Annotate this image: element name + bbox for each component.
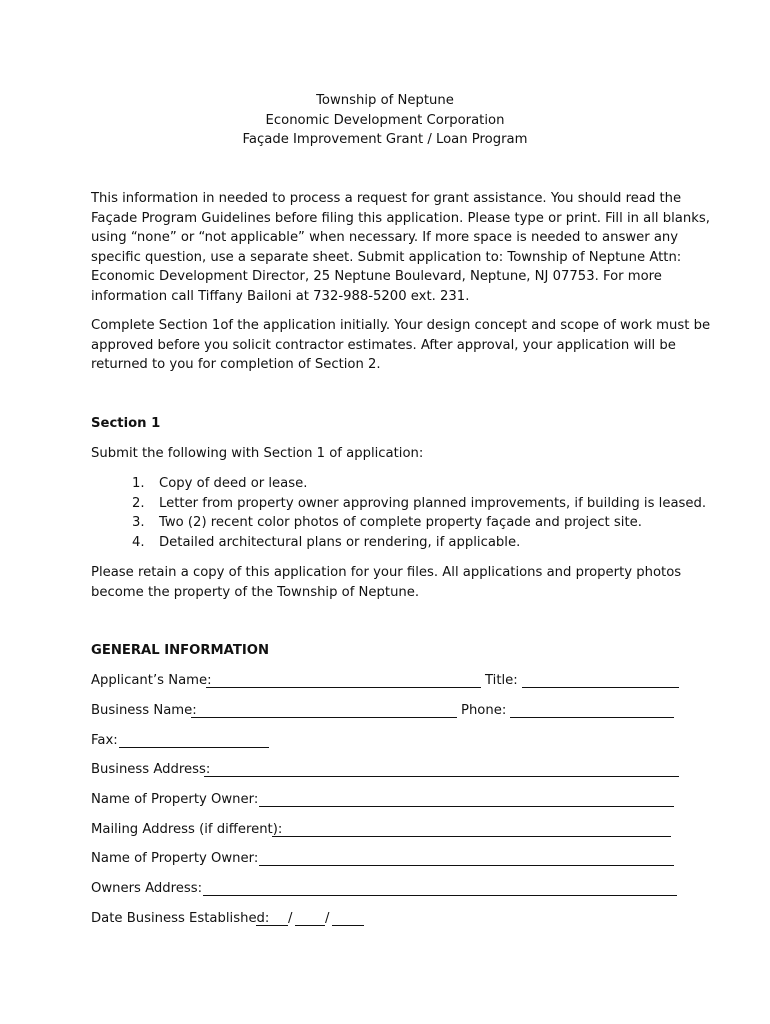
owners-address-label: Owners Address: bbox=[91, 881, 203, 896]
date-established-label: Date Business Established: bbox=[91, 911, 270, 926]
list-item: 2. Letter from property owner approving planned improvements, if building is leased. bbox=[132, 495, 707, 511]
list-item: 3. Two (2) recent color photos of complete property façade and project site. bbox=[132, 515, 642, 530]
title-label: Title: bbox=[485, 673, 518, 688]
property-owner-field-2[interactable] bbox=[259, 849, 674, 866]
date-separator: / bbox=[325, 911, 330, 926]
property-owner-label-2: Name of Property Owner: bbox=[91, 851, 259, 866]
business-address-label: Business Address: bbox=[91, 762, 211, 777]
business-name-label: Business Name: bbox=[91, 703, 197, 718]
applicant-name-field[interactable] bbox=[206, 671, 481, 688]
fax-field[interactable] bbox=[119, 731, 269, 748]
business-address-field[interactable] bbox=[204, 760, 679, 777]
list-item: 4. Detailed architectural plans or rendering, if applicable. bbox=[132, 534, 521, 550]
date-separator: / bbox=[288, 911, 293, 926]
section1-heading: Section 1 bbox=[91, 416, 161, 431]
phone-field[interactable] bbox=[510, 701, 674, 718]
retain-paragraph: Please retain a copy of this application for your files. All applications and property photos become the property of the Township of Neptune. bbox=[91, 565, 682, 600]
applicant-name-label: Applicant’s Name: bbox=[91, 673, 212, 688]
section1-list bbox=[132, 474, 707, 554]
fax-label: Fax: bbox=[91, 733, 118, 748]
header-program: Façade Improvement Grant / Loan Program bbox=[242, 132, 528, 147]
header-township: Township of Neptune bbox=[316, 93, 454, 108]
date-year-field[interactable] bbox=[332, 909, 364, 926]
business-name-field[interactable] bbox=[191, 701, 457, 718]
section1-intro: Submit the following with Section 1 of application: bbox=[91, 446, 424, 461]
date-day-field[interactable] bbox=[295, 909, 325, 926]
title-field[interactable] bbox=[522, 671, 679, 688]
intro-paragraph: This information in needed to process a request for grant assistance. You should read the Façade Program Guidelines before filing this application. Please type or print. Fill in all blanks, using “none” or “not applicable” when necessary. If more space is needed to answer any specific question, use a separate sheet. Submit application to: Township of Neptune Attn: Economic Development Director, 25 Neptune Boulevard, Neptune, NJ 07753. For more information call Tiffany Bailoni at 732-988-5200 ext. 231. bbox=[91, 191, 710, 304]
phone-label: Phone: bbox=[461, 703, 507, 718]
header-corporation: Economic Development Corporation bbox=[265, 113, 505, 128]
date-month-field[interactable] bbox=[256, 909, 288, 926]
mailing-address-label: Mailing Address (if different): bbox=[91, 822, 283, 837]
mailing-address-field[interactable] bbox=[272, 820, 671, 837]
owners-address-field[interactable] bbox=[203, 879, 677, 896]
property-owner-field[interactable] bbox=[259, 790, 674, 807]
property-owner-label: Name of Property Owner: bbox=[91, 792, 259, 807]
list-item: 1. Copy of deed or lease. bbox=[132, 476, 308, 491]
general-info-heading: GENERAL INFORMATION bbox=[91, 643, 270, 658]
complete-section-paragraph: Complete Section 1of the application initially. Your design concept and scope of work must be approved before you solicit contractor estimates. After approval, your application will be returned to you for completion of Section 2. bbox=[91, 318, 711, 373]
